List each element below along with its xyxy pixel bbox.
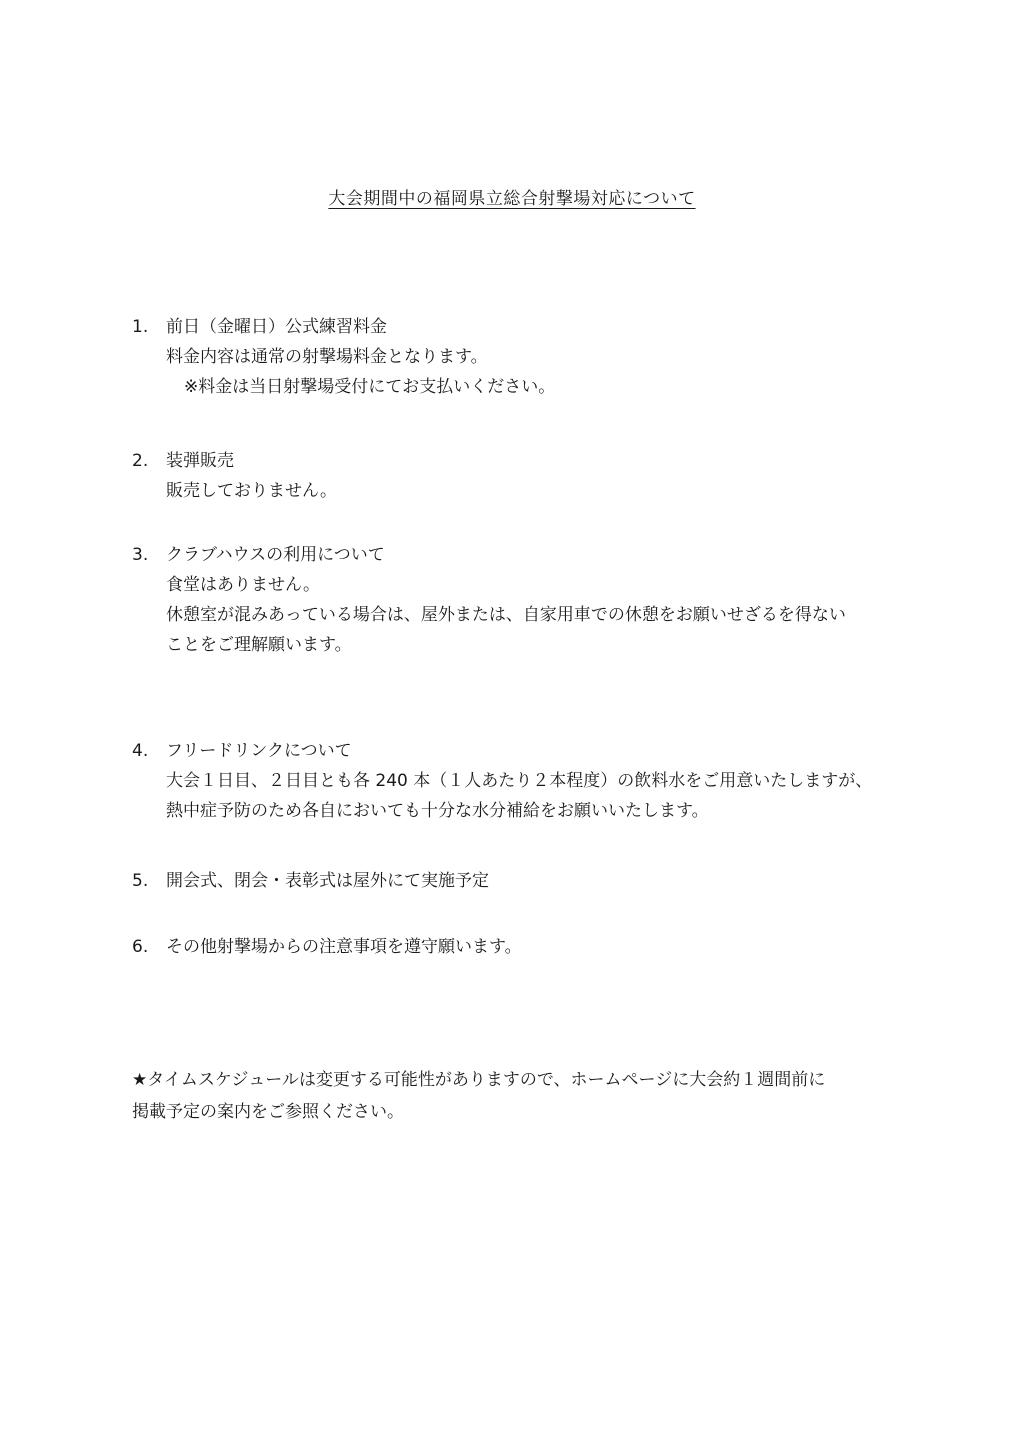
- section-6: [132, 932, 952, 962]
- section-heading: [132, 932, 952, 962]
- document-title-text: 大会期間中の福岡県立総合射撃場対応について: [328, 189, 696, 209]
- section-1: [132, 312, 952, 402]
- section-line: ことをご理解願います。: [166, 635, 352, 655]
- section-3: [132, 540, 952, 660]
- section-number: 1.: [132, 317, 149, 337]
- section-heading: [132, 736, 952, 766]
- section-heading-text: 装弾販売: [166, 451, 234, 471]
- section-2: [132, 446, 952, 506]
- document-title: [0, 184, 1024, 209]
- section-heading: [132, 446, 952, 476]
- section-5: [132, 866, 952, 896]
- notice-line: 掲載予定の案内をご参照ください。: [132, 1102, 404, 1122]
- section-number: 2.: [132, 451, 149, 471]
- section-heading-text: 前日（金曜日）公式練習料金: [166, 317, 387, 337]
- notice-line: ★タイムスケジュールは変更する可能性がありますので、ホームページに大会約１週間前に: [132, 1070, 826, 1090]
- section-heading: [132, 312, 952, 342]
- section-heading-text: 開会式、閉会・表彰式は屋外にて実施予定: [166, 871, 489, 891]
- section-heading: [132, 866, 952, 896]
- section-heading-text: クラブハウスの利用について: [166, 545, 385, 565]
- section-line: 大会１日目、２日目とも各 240 本（１人あたり２本程度）の飲料水をご用意いたしますが、: [166, 771, 873, 791]
- section-line: 熱中症予防のため各自においても十分な水分補給をお願いいたします。: [166, 801, 709, 821]
- section-heading: [132, 540, 952, 570]
- section-number: 6.: [132, 937, 149, 957]
- section-line: 食堂はありません。: [166, 575, 321, 595]
- section-note: ※料金は当日射撃場受付にてお支払いください。: [184, 377, 556, 397]
- section-number: 4.: [132, 741, 149, 761]
- section-line: 料金内容は通常の射撃場料金となります。: [166, 347, 488, 367]
- section-line: 休憩室が混みあっている場合は、屋外または、自家用車での休憩をお願いせざるを得ない: [166, 605, 846, 625]
- section-number: 3.: [132, 545, 149, 565]
- section-4: [132, 736, 952, 826]
- section-number: 5.: [132, 871, 149, 891]
- section-heading-text: フリードリンクについて: [166, 741, 352, 761]
- schedule-notice: [132, 1064, 952, 1128]
- section-line: 販売しておりません。: [166, 481, 338, 501]
- section-heading-text: その他射撃場からの注意事項を遵守願います。: [166, 937, 522, 957]
